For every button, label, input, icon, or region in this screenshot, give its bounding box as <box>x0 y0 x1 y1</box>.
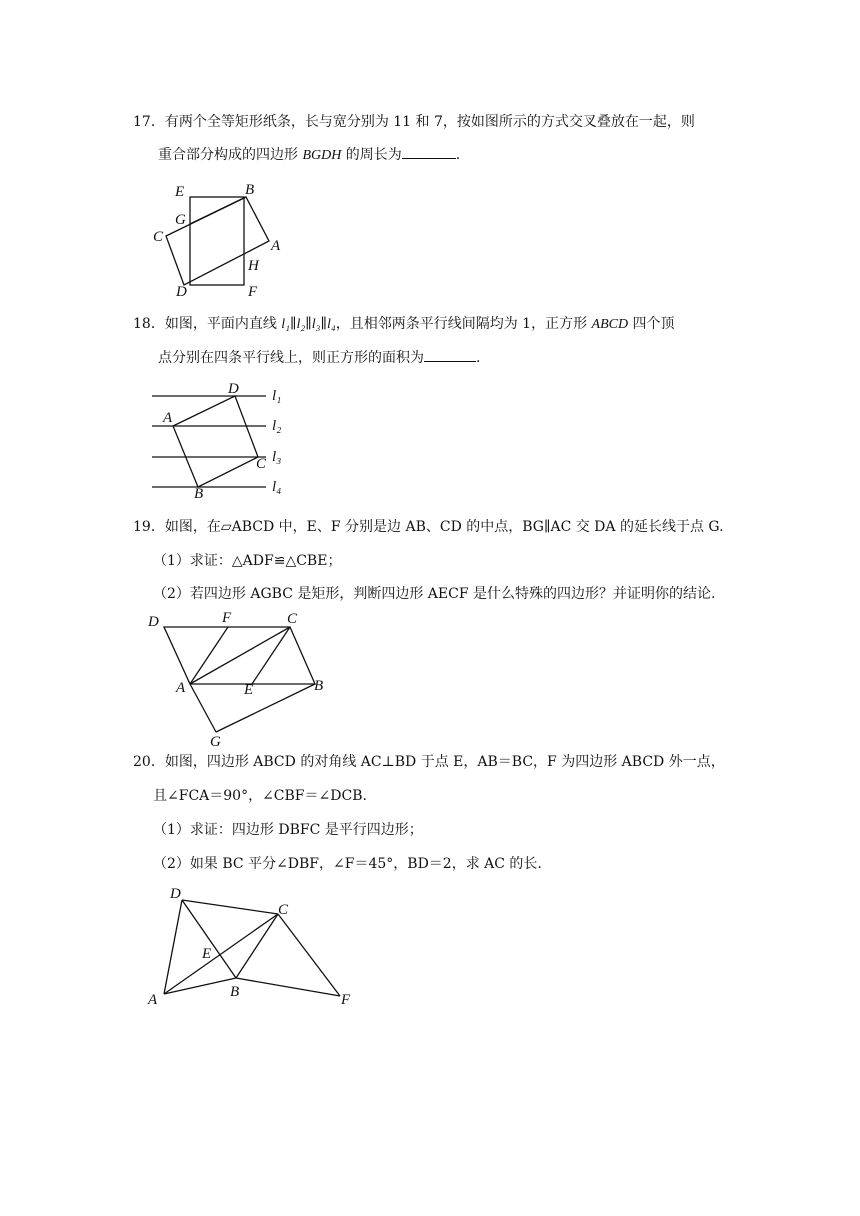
q17-label-F: F <box>248 284 258 300</box>
q17-diagonal-gh <box>190 197 246 224</box>
q19-segment-CE <box>252 627 290 684</box>
q18-label-B: B <box>194 486 204 502</box>
q17-label-B: B <box>245 182 255 198</box>
q17-label-H: H <box>248 258 259 274</box>
q18-square-name: ABCD <box>591 317 629 332</box>
q19-label-E: E <box>244 682 254 698</box>
q19-label-F: F <box>222 610 232 626</box>
q17-label-A: A <box>271 238 281 254</box>
q19-segment-AF <box>190 627 228 684</box>
q17-rect-vertical <box>190 197 244 285</box>
q19-part1-text: （1）求证：△ADF≌△CBE； <box>153 553 342 569</box>
q19-label-G: G <box>210 734 221 750</box>
q19-line-1 <box>133 517 724 537</box>
q20-text-b: 且∠FCA＝90°，∠CBF＝∠DCB. <box>153 788 367 804</box>
q17-label-E: E <box>175 184 185 200</box>
q18-label-D: D <box>228 381 239 397</box>
q20-segment-CF <box>278 914 340 996</box>
q18-text-a3: 四个顶 <box>628 316 675 332</box>
q20-text-a: 如图，四边形 ABCD 的对角线 AC⊥BD 于点 E，AB＝BC，F 为四边形 ABCD 外一点， <box>164 754 725 770</box>
q19-part2-text: （2）若四边形 AGBC 是矩形，判断四边形 AECF 是什么特殊的四边形？并证明你的结论. <box>153 586 716 602</box>
q18-text-b: 点分别在四条平行线上，则正方形的面积为 <box>158 350 424 366</box>
q19-figure <box>144 610 344 750</box>
q18-label-l1: l₁ <box>272 388 282 404</box>
q20-segment-BC <box>236 914 278 978</box>
q20-line-2 <box>153 786 367 806</box>
q18-text-a2: ，且相邻两条平行线间隔均为 1，正方形 <box>335 316 592 332</box>
q17-text-a: 有两个全等矩形纸条，长与宽分别为 11 和 7，按如图所示的方式交叉叠放在一起，则 <box>164 114 695 130</box>
q18-parallel-lines: l₁∥l₂∥l₃∥l₄ <box>281 317 336 332</box>
q20-label-A: A <box>148 992 158 1008</box>
q20-label-E: E <box>202 946 212 962</box>
q20-segment-DC <box>182 900 278 914</box>
q20-part-1 <box>153 820 423 840</box>
q17-text-b2: 的周长为 <box>341 147 402 163</box>
q20-segment-BF <box>236 978 340 996</box>
q17-label-G: G <box>175 212 186 228</box>
q18-label-l3: l₃ <box>272 449 282 465</box>
q19-text-a: 如图，在▱ABCD 中，E、F 分别是边 AB、CD 的中点，BG∥AC 交 DA 的延长线于点 G. <box>164 519 724 535</box>
q18-figure <box>148 380 298 500</box>
q20-figure <box>144 882 384 1022</box>
q18-label-C: C <box>256 456 267 472</box>
q18-text-b-end: . <box>476 350 481 366</box>
q19-number: 19． <box>133 519 165 535</box>
q20-segment-DB <box>182 900 236 978</box>
q19-segment-BG <box>216 684 315 732</box>
q18-label-A: A <box>163 410 173 426</box>
q18-answer-blank <box>424 347 476 362</box>
q20-segment-DA <box>164 900 182 994</box>
q18-line-1 <box>133 314 675 335</box>
q19-segment-AG <box>190 684 216 732</box>
q18-label-l4: l₄ <box>272 479 282 495</box>
q20-label-D: D <box>170 886 181 902</box>
q19-part-1 <box>153 551 341 571</box>
q17-text-b-end: . <box>455 147 461 163</box>
q17-line-1 <box>133 112 695 132</box>
q17-number: 17． <box>133 114 165 130</box>
q19-label-B: B <box>314 678 324 694</box>
q20-label-C: C <box>278 902 289 918</box>
q20-line-1 <box>133 752 725 772</box>
q17-text-b1: 重合部分构成的四边形 <box>158 147 303 163</box>
q18-line-2 <box>158 347 480 368</box>
q19-label-A: A <box>176 680 186 696</box>
q18-label-l2: l₂ <box>272 418 282 434</box>
q20-part1-text: （1）求证：四边形 DBFC 是平行四边形； <box>153 822 423 838</box>
q17-label-C: C <box>153 229 164 245</box>
q19-label-C: C <box>287 611 298 627</box>
q17-quad-name: BGDH <box>302 148 342 163</box>
q20-number: 20． <box>133 754 165 770</box>
q20-part2-text: （2）如果 BC 平分∠DBF，∠F＝45°，BD＝2，求 AC 的长. <box>153 856 542 872</box>
q20-label-F: F <box>341 992 351 1008</box>
q20-part-2 <box>153 854 542 874</box>
q19-segment-AC <box>190 627 290 684</box>
q20-label-B: B <box>230 984 240 1000</box>
q17-line-2 <box>158 144 460 166</box>
q18-number: 18． <box>133 316 165 332</box>
q18-square <box>173 396 258 487</box>
q17-answer-blank <box>402 144 456 159</box>
q19-label-D: D <box>148 614 159 630</box>
q19-part-2 <box>153 584 715 604</box>
q17-figure <box>148 180 288 300</box>
q18-text-a1: 如图，平面内直线 <box>164 316 282 332</box>
q17-label-D: D <box>176 284 187 300</box>
